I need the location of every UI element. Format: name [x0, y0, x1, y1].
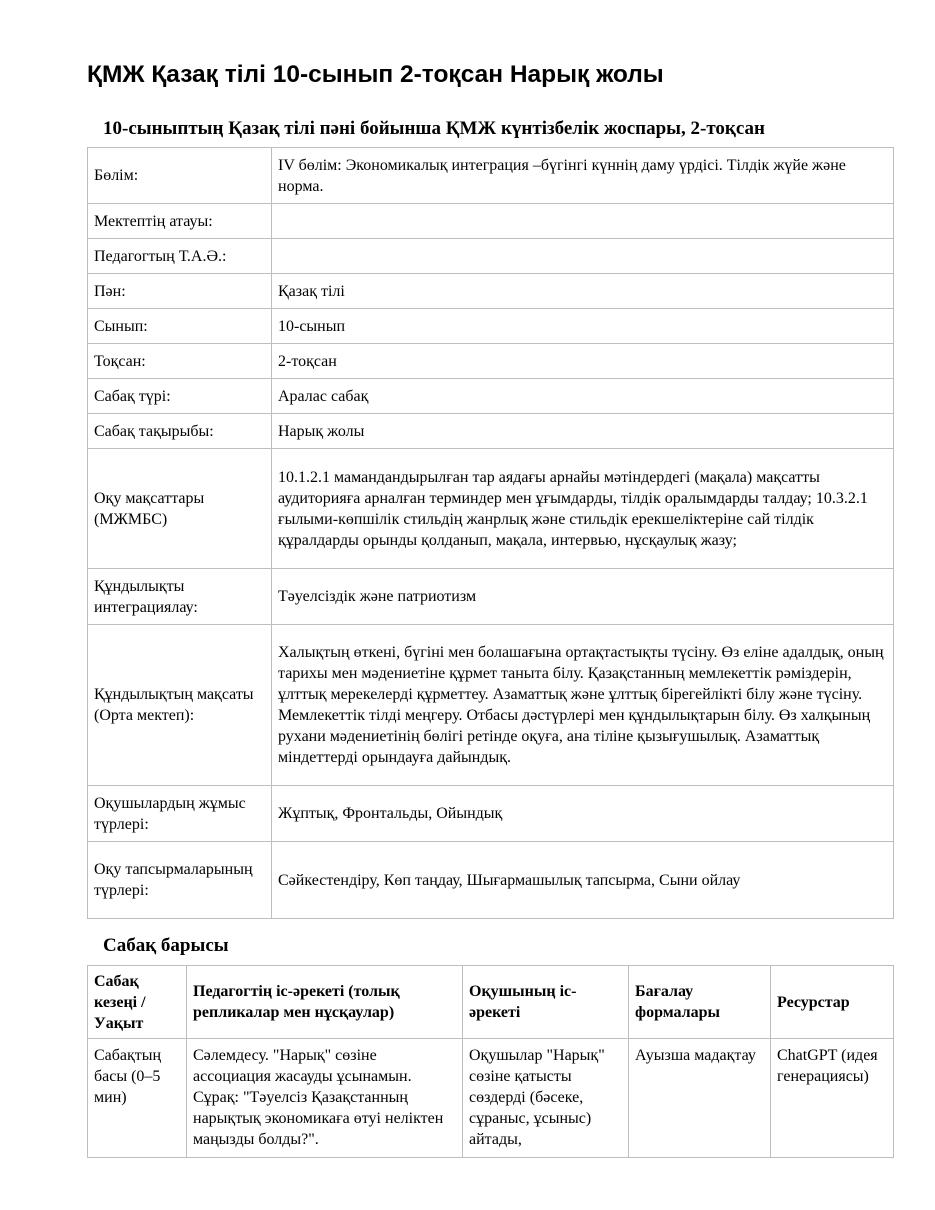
table-row	[88, 309, 894, 344]
row-value: 2-тоқсан	[272, 344, 894, 379]
row-label: Құндылықты интеграциялау:	[88, 569, 272, 625]
table-row	[88, 1039, 894, 1158]
table-row	[88, 204, 894, 239]
table-row	[88, 449, 894, 569]
column-header-resources: Ресурстар	[771, 966, 894, 1039]
row-value: 10-сынып	[272, 309, 894, 344]
row-label: Сабақ түрі:	[88, 379, 272, 414]
lesson-info-table	[87, 147, 894, 919]
row-label: Оқу тапсырмаларының түрлері:	[88, 842, 272, 919]
table-row	[88, 569, 894, 625]
teacher-activity-cell: Сәлемдесу. "Нарық" сөзіне ассоциация жасауды ұсынамын. Сұрақ: "Тәуелсіз Қазақстанның нарықтық экономикаға өтуі неліктен маңызды болды?".	[187, 1039, 463, 1158]
lesson-flow-table	[87, 965, 894, 1158]
row-value: Жұптық, Фронтальды, Ойындық	[272, 786, 894, 842]
row-value: 10.1.2.1 мамандандырылған тар аядағы арнайы мәтіндердегі (мақала) мақсатты аудиторияға арналған терминдер мен ұғымдарды, тілдік оралымдарды талдау; 10.3.2.1 ғылыми-көпшілік стильдің жанрлық және стильдік ерекшеліктеріне сай тілдік құралдарды орынды қолданып, мақала, интервью, нұсқаулық жазу;	[272, 449, 894, 569]
column-header-assessment: Бағалау формалары	[629, 966, 771, 1039]
plan-heading: 10-сыныптың Қазақ тілі пәні бойынша ҚМЖ күнтізбелік жоспары, 2-тоқсан	[103, 118, 765, 139]
row-value: IV бөлім: Экономикалық интеграция –бүгінгі күннің даму үрдісі. Тілдік жүйе және норма.	[272, 148, 894, 204]
row-value: Халықтың өткені, бүгіні мен болашағына ортақтастықты түсіну. Өз еліне адалдық, оның тарихы мен мәдениетіне құрмет таныта білу. Қазақстанның мемлекеттік рәміздерін, ұлттық мерекелерді құрметтеу. Азаматтық және ұлттық бірегейлікті білу және түсіну. Мемлекеттік тілді меңгеру. Отбасы дәстүрлері мен құндылықтарын білу. Өз халқының рухани мәдениетінің бөлігі ретінде оқуға, ана тіліне қызығушылық. Азаматтық міндеттерді орындауға дайындық.	[272, 625, 894, 786]
table-row	[88, 148, 894, 204]
row-value: Нарық жолы	[272, 414, 894, 449]
column-header-teacher: Педагогтің іс-әрекеті (толық репликалар мен нұсқаулар)	[187, 966, 463, 1039]
row-value	[272, 239, 894, 274]
row-label: Педагогтың Т.А.Ә.:	[88, 239, 272, 274]
row-label: Пән:	[88, 274, 272, 309]
page-title: ҚМЖ Қазақ тілі 10-сынып 2-тоқсан Нарық жолы	[87, 61, 664, 88]
row-label: Сынып:	[88, 309, 272, 344]
table-header-row	[88, 966, 894, 1039]
row-value: Қазақ тілі	[272, 274, 894, 309]
row-label: Оқу мақсаттары (МЖМБС)	[88, 449, 272, 569]
row-label: Сабақ тақырыбы:	[88, 414, 272, 449]
row-label: Оқушылардың жұмыс түрлері:	[88, 786, 272, 842]
table-row	[88, 274, 894, 309]
row-label: Құндылықтың мақсаты (Орта мектеп):	[88, 625, 272, 786]
column-header-student: Оқушының іс-әрекеті	[463, 966, 629, 1039]
row-value: Сәйкестендіру, Көп таңдау, Шығармашылық тапсырма, Сыни ойлау	[272, 842, 894, 919]
table-row	[88, 239, 894, 274]
row-value: Тәуелсіздік және патриотизм	[272, 569, 894, 625]
resources-cell: ChatGPT (идея генерациясы)	[771, 1039, 894, 1158]
table-row	[88, 379, 894, 414]
student-activity-cell: Оқушылар "Нарық" сөзіне қатысты сөздерді (бәсеке, сұраныс, ұсыныс) айтады,	[463, 1039, 629, 1158]
row-value: Аралас сабақ	[272, 379, 894, 414]
table-row	[88, 414, 894, 449]
assessment-cell: Ауызша мадақтау	[629, 1039, 771, 1158]
table-row	[88, 842, 894, 919]
row-value	[272, 204, 894, 239]
row-label: Тоқсан:	[88, 344, 272, 379]
lesson-heading: Сабақ барысы	[103, 935, 229, 956]
table-row	[88, 786, 894, 842]
table-row	[88, 344, 894, 379]
lesson-stage-cell: Сабақтың басы (0–5 мин)	[88, 1039, 187, 1158]
row-label: Мектептің атауы:	[88, 204, 272, 239]
row-label: Бөлім:	[88, 148, 272, 204]
column-header-stage: Сабақ кезеңі / Уақыт	[88, 966, 187, 1039]
table-row	[88, 625, 894, 786]
